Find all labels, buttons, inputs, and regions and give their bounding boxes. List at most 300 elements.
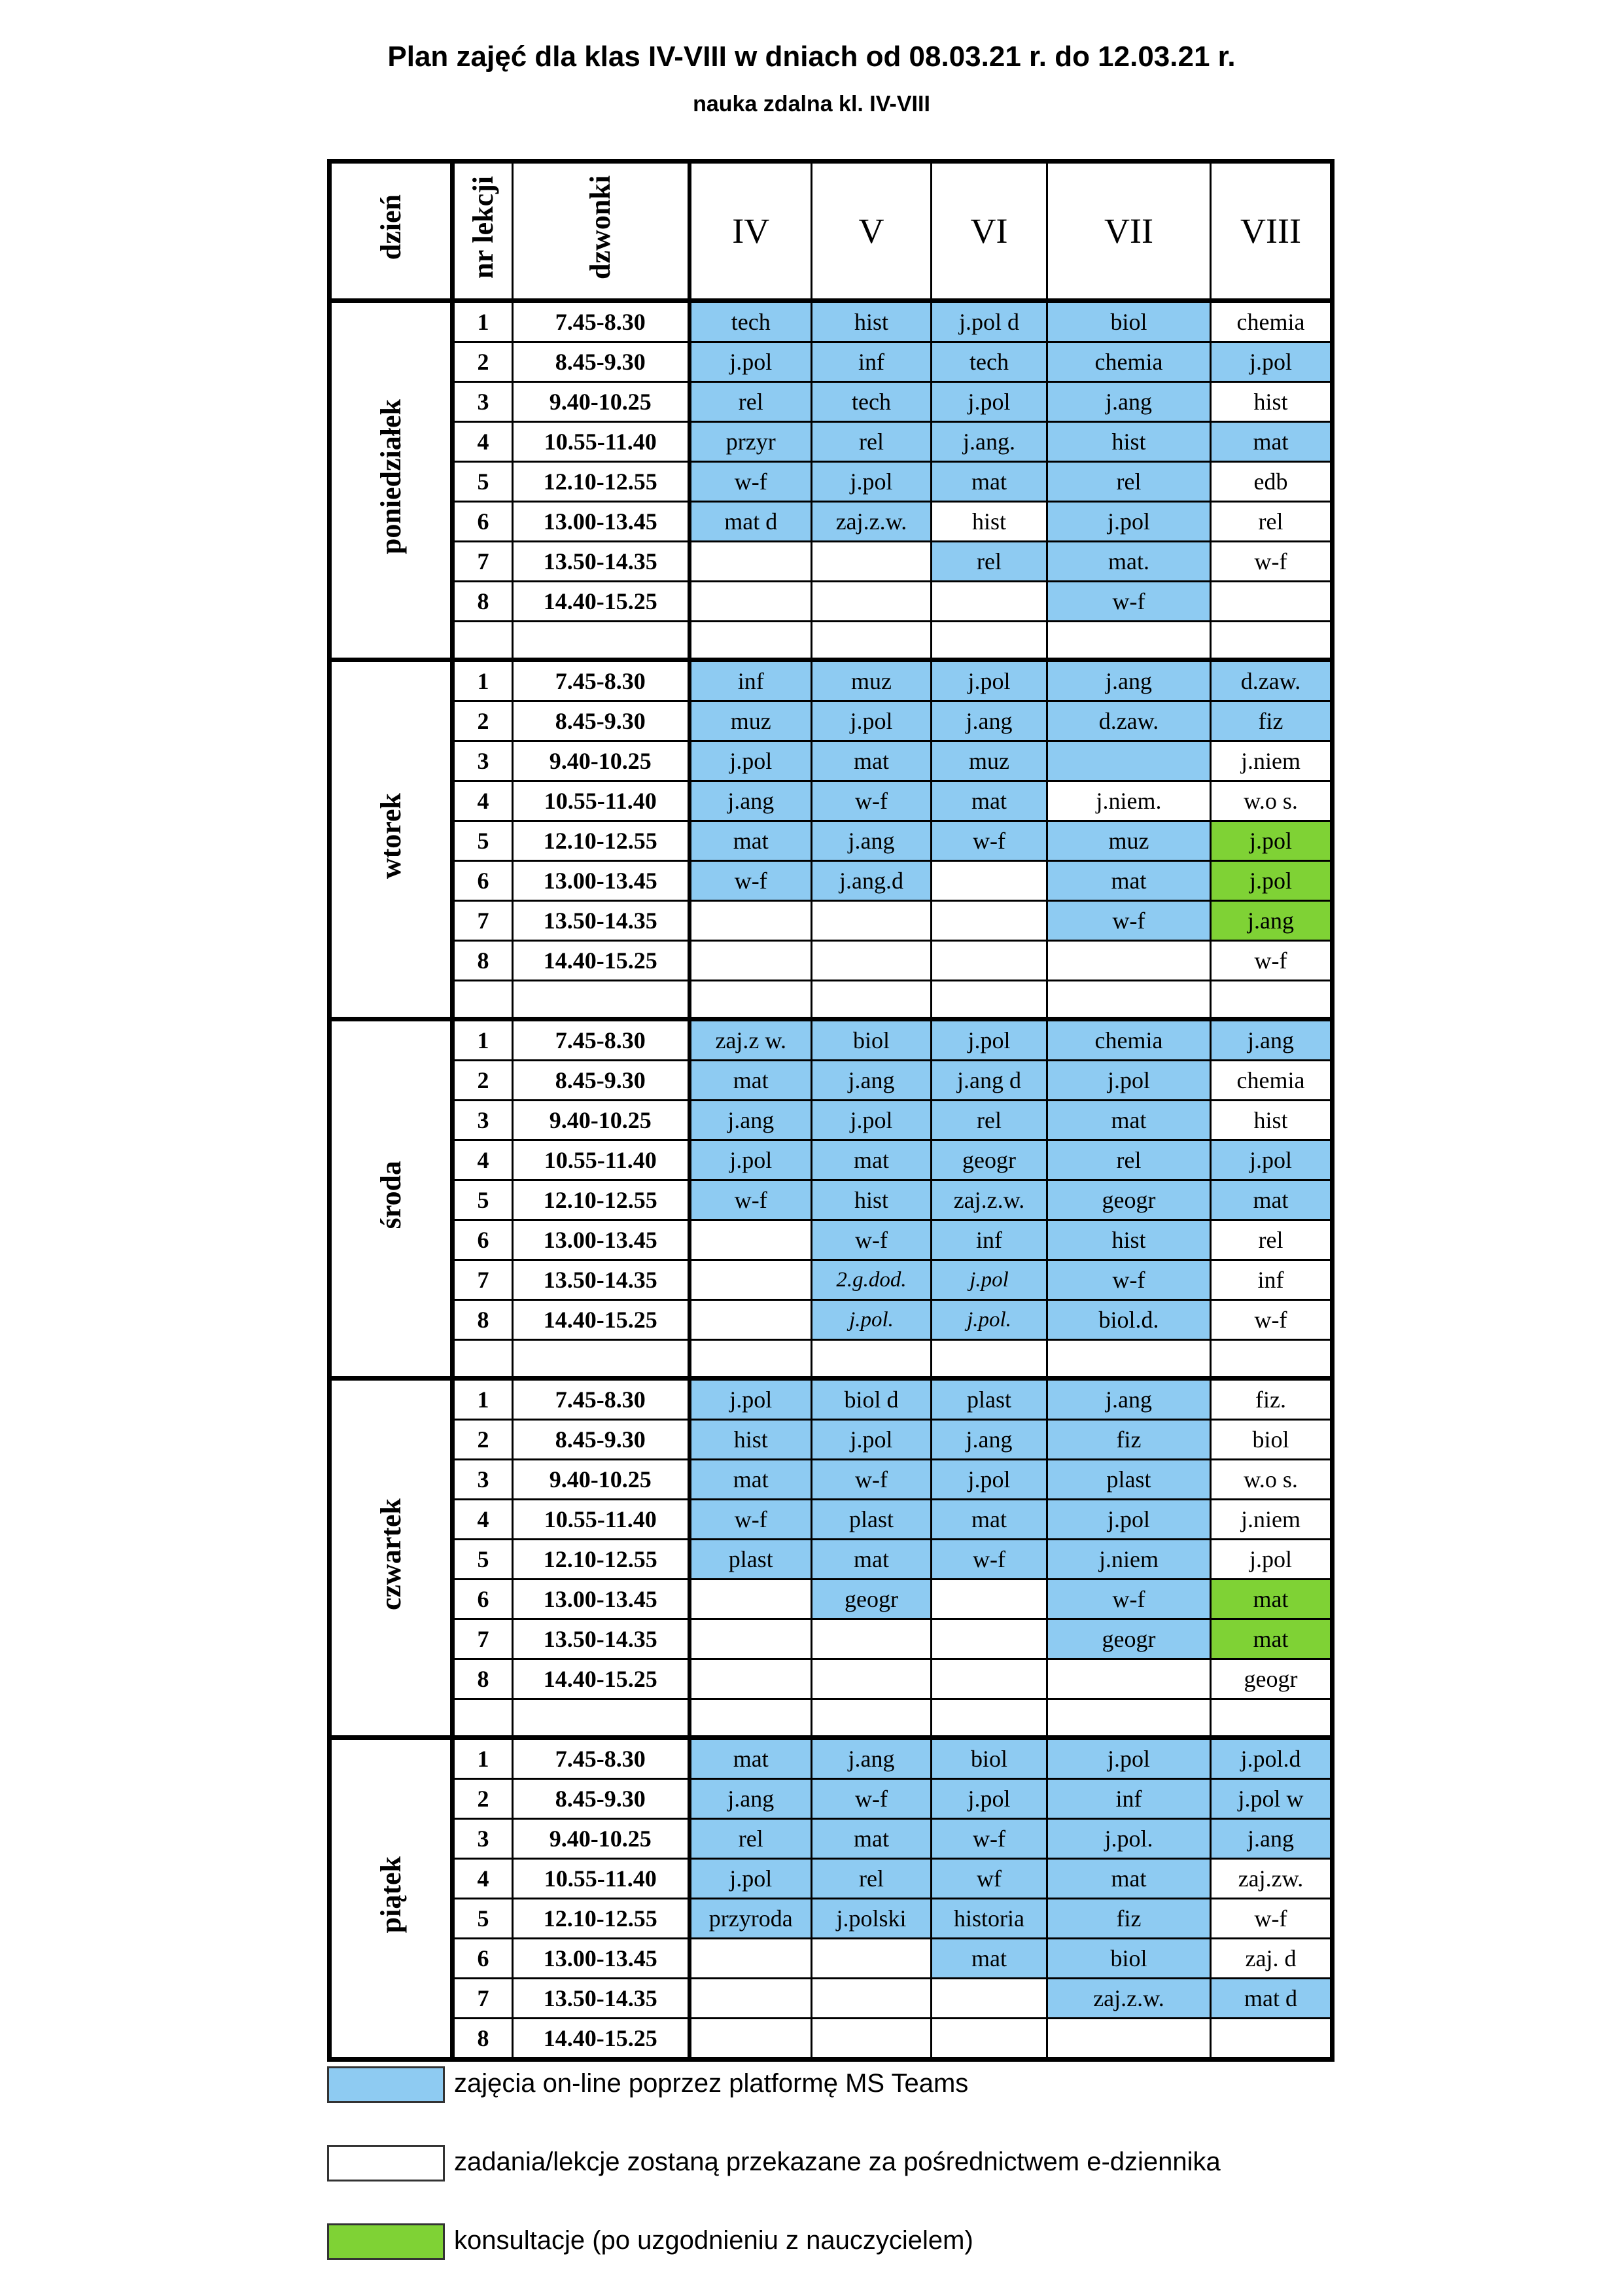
timetable <box>327 159 1335 2062</box>
lesson-number: 6 <box>453 1939 513 1979</box>
lesson-cell-v <box>812 542 932 582</box>
bell-time: 9.40-10.25 <box>513 382 689 422</box>
spacer-row <box>330 1340 1333 1379</box>
empty-cell <box>453 622 513 660</box>
lesson-cell-viii: inf <box>1211 1260 1333 1300</box>
lesson-cell-viii: w.o s. <box>1211 781 1333 821</box>
lesson-cell-iv <box>689 901 812 941</box>
lesson-cell-viii <box>1211 2019 1333 2060</box>
lesson-cell-viii: mat d <box>1211 1979 1333 2019</box>
lesson-cell-vii: chemia <box>1047 1019 1211 1061</box>
bell-time: 10.55-11.40 <box>513 1500 689 1540</box>
lesson-cell-viii: geogr <box>1211 1659 1333 1699</box>
lesson-cell-v: j.polski <box>812 1899 932 1939</box>
lesson-cell-viii: mat <box>1211 1619 1333 1659</box>
header-class-vii: VII <box>1047 162 1211 301</box>
bell-time: 8.45-9.30 <box>513 342 689 382</box>
empty-cell <box>513 622 689 660</box>
lesson-cell-vii: mat <box>1047 861 1211 901</box>
table-row <box>330 502 1333 542</box>
empty-cell <box>513 1340 689 1379</box>
lesson-cell-viii: zaj. d <box>1211 1939 1333 1979</box>
legend-label: konsultacje (po uzgodnieniu z nauczycielem) <box>454 2226 973 2255</box>
empty-cell <box>1211 622 1333 660</box>
lesson-cell-vi <box>932 901 1047 941</box>
empty-cell <box>812 981 932 1019</box>
lesson-cell-vi: j.pol <box>932 1260 1047 1300</box>
lesson-number: 8 <box>453 2019 513 2060</box>
lesson-cell-v: j.ang.d <box>812 861 932 901</box>
lesson-number: 1 <box>453 1738 513 1779</box>
lesson-number: 7 <box>453 1979 513 2019</box>
lesson-number: 4 <box>453 1140 513 1180</box>
lesson-cell-vii: d.zaw. <box>1047 701 1211 741</box>
bell-time: 13.00-13.45 <box>513 1220 689 1260</box>
header-lesson-no: nr lekcji <box>453 162 513 301</box>
empty-cell <box>689 981 812 1019</box>
lesson-number: 1 <box>453 1019 513 1061</box>
lesson-number: 8 <box>453 1300 513 1340</box>
day-label: środa <box>330 1019 453 1379</box>
empty-cell <box>1047 1699 1211 1738</box>
lesson-cell-v: tech <box>812 382 932 422</box>
lesson-cell-viii: j.ang <box>1211 901 1333 941</box>
lesson-cell-vi: mat <box>932 1500 1047 1540</box>
table-row <box>330 1659 1333 1699</box>
lesson-cell-v: muz <box>812 660 932 701</box>
page-subtitle: nauka zdalna kl. IV-VIII <box>693 92 930 116</box>
empty-cell <box>812 1699 932 1738</box>
page-title: Plan zajęć dla klas IV-VIII w dniach od 08.03.21 r. do 12.03.21 r. <box>387 41 1236 73</box>
lesson-number: 5 <box>453 821 513 861</box>
legend-label: zadania/lekcje zostaną przekazane za pośrednictwem e-dziennika <box>454 2147 1221 2176</box>
empty-cell <box>1047 1340 1211 1379</box>
lesson-cell-v: rel <box>812 422 932 462</box>
lesson-cell-vii: w-f <box>1047 1260 1211 1300</box>
table-row <box>330 941 1333 981</box>
lesson-cell-vi: tech <box>932 342 1047 382</box>
lesson-cell-vi: w-f <box>932 1540 1047 1580</box>
lesson-cell-vii: inf <box>1047 1779 1211 1819</box>
lesson-cell-vi <box>932 861 1047 901</box>
lesson-cell-iv: w-f <box>689 1500 812 1540</box>
lesson-cell-iv: mat <box>689 1738 812 1779</box>
empty-cell <box>932 622 1047 660</box>
lesson-cell-viii: j.niem <box>1211 1500 1333 1540</box>
bell-time: 14.40-15.25 <box>513 582 689 622</box>
lesson-cell-vii: rel <box>1047 1140 1211 1180</box>
lesson-number: 8 <box>453 941 513 981</box>
lesson-cell-iv: tech <box>689 301 812 342</box>
lesson-cell-vi: j.ang. <box>932 422 1047 462</box>
table-row <box>330 1540 1333 1580</box>
lesson-cell-vi: biol <box>932 1738 1047 1779</box>
bell-time: 8.45-9.30 <box>513 701 689 741</box>
lesson-number: 5 <box>453 1899 513 1939</box>
bell-time: 14.40-15.25 <box>513 1659 689 1699</box>
table-row <box>330 1500 1333 1540</box>
lesson-cell-v: zaj.z.w. <box>812 502 932 542</box>
lesson-cell-vii: fiz <box>1047 1899 1211 1939</box>
header-class-iv: IV <box>689 162 812 301</box>
lesson-cell-vi: w-f <box>932 821 1047 861</box>
lesson-cell-vii: mat <box>1047 1101 1211 1140</box>
legend-swatch <box>327 2145 445 2181</box>
table-row <box>330 342 1333 382</box>
lesson-number: 5 <box>453 462 513 502</box>
lesson-cell-iv: j.pol <box>689 342 812 382</box>
table-row <box>330 1260 1333 1300</box>
lesson-number: 2 <box>453 701 513 741</box>
lesson-cell-v: j.pol <box>812 701 932 741</box>
lesson-cell-viii: j.niem <box>1211 741 1333 781</box>
lesson-cell-v: w-f <box>812 1220 932 1260</box>
lesson-cell-viii: j.pol <box>1211 1540 1333 1580</box>
lesson-cell-vi: plast <box>932 1379 1047 1420</box>
spacer-row <box>330 1699 1333 1738</box>
lesson-cell-viii: chemia <box>1211 301 1333 342</box>
lesson-cell-v <box>812 582 932 622</box>
table-row <box>330 542 1333 582</box>
lesson-cell-viii: w-f <box>1211 1300 1333 1340</box>
lesson-number: 1 <box>453 660 513 701</box>
bell-time: 14.40-15.25 <box>513 1300 689 1340</box>
table-row <box>330 422 1333 462</box>
empty-cell <box>932 1699 1047 1738</box>
lesson-cell-iv <box>689 542 812 582</box>
lesson-cell-iv <box>689 1939 812 1979</box>
bell-time: 12.10-12.55 <box>513 821 689 861</box>
lesson-number: 7 <box>453 1619 513 1659</box>
lesson-cell-iv: plast <box>689 1540 812 1580</box>
lesson-cell-vi: j.pol. <box>932 1300 1047 1340</box>
bell-time: 10.55-11.40 <box>513 781 689 821</box>
lesson-cell-viii: zaj.zw. <box>1211 1859 1333 1899</box>
lesson-cell-viii: d.zaw. <box>1211 660 1333 701</box>
lesson-cell-v: mat <box>812 1819 932 1859</box>
lesson-cell-vii: j.ang <box>1047 660 1211 701</box>
table-row <box>330 1379 1333 1420</box>
lesson-cell-vi: j.ang <box>932 701 1047 741</box>
lesson-number: 3 <box>453 1819 513 1859</box>
lesson-cell-viii: w-f <box>1211 1899 1333 1939</box>
table-row <box>330 861 1333 901</box>
lesson-cell-v: biol d <box>812 1379 932 1420</box>
lesson-number: 4 <box>453 781 513 821</box>
lesson-cell-vi <box>932 1659 1047 1699</box>
empty-cell <box>1211 1340 1333 1379</box>
lesson-number: 1 <box>453 301 513 342</box>
lesson-cell-v: biol <box>812 1019 932 1061</box>
bell-time: 7.45-8.30 <box>513 660 689 701</box>
table-row <box>330 701 1333 741</box>
header-bells: dzwonki <box>513 162 689 301</box>
empty-cell <box>932 1340 1047 1379</box>
empty-cell <box>812 622 932 660</box>
lesson-cell-vi: rel <box>932 542 1047 582</box>
lesson-cell-iv: w-f <box>689 1180 812 1220</box>
empty-cell <box>1211 1699 1333 1738</box>
lesson-cell-vi <box>932 1580 1047 1619</box>
lesson-cell-iv: przyr <box>689 422 812 462</box>
empty-cell <box>689 1340 812 1379</box>
bell-time: 13.00-13.45 <box>513 1939 689 1979</box>
bell-time: 14.40-15.25 <box>513 2019 689 2060</box>
lesson-cell-v: 2.g.dod. <box>812 1260 932 1300</box>
lesson-cell-vi: j.pol <box>932 382 1047 422</box>
lesson-cell-iv: inf <box>689 660 812 701</box>
empty-cell <box>689 1699 812 1738</box>
bell-time: 13.00-13.45 <box>513 861 689 901</box>
lesson-cell-iv: mat <box>689 821 812 861</box>
empty-cell <box>453 1340 513 1379</box>
header-class-v: V <box>812 162 932 301</box>
lesson-number: 8 <box>453 1659 513 1699</box>
lesson-number: 7 <box>453 901 513 941</box>
bell-time: 8.45-9.30 <box>513 1420 689 1460</box>
lesson-cell-vii: plast <box>1047 1460 1211 1500</box>
bell-time: 7.45-8.30 <box>513 1738 689 1779</box>
lesson-cell-vi: wf <box>932 1859 1047 1899</box>
lesson-cell-iv: mat <box>689 1061 812 1101</box>
lesson-cell-vii <box>1047 1659 1211 1699</box>
lesson-cell-v <box>812 1979 932 2019</box>
timetable-body <box>330 301 1333 2060</box>
bell-time: 13.00-13.45 <box>513 502 689 542</box>
lesson-cell-v <box>812 941 932 981</box>
lesson-cell-vi <box>932 1979 1047 2019</box>
day-label: czwartek <box>330 1379 453 1738</box>
lesson-number: 2 <box>453 1420 513 1460</box>
lesson-cell-v: j.pol <box>812 1420 932 1460</box>
lesson-cell-vi: mat <box>932 462 1047 502</box>
lesson-cell-v: hist <box>812 1180 932 1220</box>
bell-time: 7.45-8.30 <box>513 1379 689 1420</box>
lesson-cell-v: rel <box>812 1859 932 1899</box>
table-row <box>330 301 1333 342</box>
lesson-cell-iv: zaj.z w. <box>689 1019 812 1061</box>
lesson-cell-v: j.ang <box>812 1738 932 1779</box>
lesson-cell-viii: j.pol.d <box>1211 1738 1333 1779</box>
lesson-cell-iv <box>689 1300 812 1340</box>
lesson-cell-v: w-f <box>812 1779 932 1819</box>
lesson-cell-vii: biol <box>1047 1939 1211 1979</box>
bell-time: 10.55-11.40 <box>513 1140 689 1180</box>
lesson-number: 3 <box>453 382 513 422</box>
lesson-cell-vii: j.pol <box>1047 1738 1211 1779</box>
table-row <box>330 1140 1333 1180</box>
lesson-cell-v: w-f <box>812 781 932 821</box>
lesson-cell-vii: zaj.z.w. <box>1047 1979 1211 2019</box>
lesson-cell-vi: j.pol d <box>932 301 1047 342</box>
lesson-cell-vi: rel <box>932 1101 1047 1140</box>
bell-time: 12.10-12.55 <box>513 1540 689 1580</box>
lesson-cell-v <box>812 1939 932 1979</box>
lesson-cell-viii: edb <box>1211 462 1333 502</box>
header-row <box>330 162 1333 301</box>
table-row <box>330 1939 1333 1979</box>
lesson-cell-vi: j.ang <box>932 1420 1047 1460</box>
lesson-cell-vii: j.niem. <box>1047 781 1211 821</box>
lesson-cell-viii: fiz. <box>1211 1379 1333 1420</box>
lesson-cell-vii: biol.d. <box>1047 1300 1211 1340</box>
lesson-number: 2 <box>453 1779 513 1819</box>
lesson-cell-vii: chemia <box>1047 342 1211 382</box>
bell-time: 12.10-12.55 <box>513 462 689 502</box>
table-row <box>330 1779 1333 1819</box>
lesson-cell-vii: j.pol <box>1047 502 1211 542</box>
bell-time: 13.50-14.35 <box>513 1979 689 2019</box>
bell-time: 14.40-15.25 <box>513 941 689 981</box>
lesson-cell-viii <box>1211 582 1333 622</box>
lesson-cell-iv <box>689 941 812 981</box>
empty-cell <box>513 1699 689 1738</box>
lesson-number: 1 <box>453 1379 513 1420</box>
empty-cell <box>689 622 812 660</box>
lesson-cell-vi: j.pol <box>932 660 1047 701</box>
table-row <box>330 1819 1333 1859</box>
lesson-cell-vii: j.pol. <box>1047 1819 1211 1859</box>
lesson-cell-vii: geogr <box>1047 1180 1211 1220</box>
lesson-cell-vii: w-f <box>1047 582 1211 622</box>
table-row <box>330 1300 1333 1340</box>
bell-time: 8.45-9.30 <box>513 1061 689 1101</box>
lesson-cell-viii: w-f <box>1211 941 1333 981</box>
lesson-cell-vii: w-f <box>1047 1580 1211 1619</box>
table-row <box>330 660 1333 701</box>
lesson-cell-vii: j.pol <box>1047 1500 1211 1540</box>
lesson-cell-viii: j.pol <box>1211 342 1333 382</box>
lesson-cell-vi: historia <box>932 1899 1047 1939</box>
lesson-cell-v: inf <box>812 342 932 382</box>
lesson-cell-iv: hist <box>689 1420 812 1460</box>
bell-time: 13.50-14.35 <box>513 1619 689 1659</box>
lesson-number: 6 <box>453 1580 513 1619</box>
bell-time: 13.50-14.35 <box>513 901 689 941</box>
lesson-cell-v <box>812 1619 932 1659</box>
table-row <box>330 741 1333 781</box>
bell-time: 9.40-10.25 <box>513 1819 689 1859</box>
lesson-cell-iv: rel <box>689 1819 812 1859</box>
table-row <box>330 1619 1333 1659</box>
table-row <box>330 1180 1333 1220</box>
lesson-cell-iv <box>689 2019 812 2060</box>
lesson-cell-v: plast <box>812 1500 932 1540</box>
lesson-cell-vii: w-f <box>1047 901 1211 941</box>
lesson-cell-vii <box>1047 741 1211 781</box>
lesson-cell-vi: zaj.z.w. <box>932 1180 1047 1220</box>
lesson-cell-iv: j.pol <box>689 741 812 781</box>
lesson-cell-viii: j.pol <box>1211 821 1333 861</box>
table-row <box>330 462 1333 502</box>
lesson-cell-v: j.pol. <box>812 1300 932 1340</box>
lesson-cell-vi: j.pol <box>932 1460 1047 1500</box>
bell-time: 9.40-10.25 <box>513 1460 689 1500</box>
lesson-cell-iv: j.pol <box>689 1140 812 1180</box>
legend-label: zajęcia on-line poprzez platformę MS Teams <box>454 2069 969 2098</box>
lesson-cell-v: j.pol <box>812 462 932 502</box>
lesson-cell-iv: j.pol <box>689 1379 812 1420</box>
lesson-cell-iv: w-f <box>689 462 812 502</box>
lesson-number: 4 <box>453 1500 513 1540</box>
lesson-cell-viii: j.pol w <box>1211 1779 1333 1819</box>
lesson-cell-iv: przyroda <box>689 1899 812 1939</box>
bell-time: 7.45-8.30 <box>513 1019 689 1061</box>
empty-cell <box>513 981 689 1019</box>
lesson-number: 4 <box>453 1859 513 1899</box>
lesson-cell-vi <box>932 941 1047 981</box>
header-class-vi: VI <box>932 162 1047 301</box>
lesson-cell-v: j.ang <box>812 1061 932 1101</box>
table-row <box>330 781 1333 821</box>
table-row <box>330 2019 1333 2060</box>
lesson-cell-vii: hist <box>1047 1220 1211 1260</box>
lesson-number: 6 <box>453 502 513 542</box>
lesson-cell-vi: mat <box>932 781 1047 821</box>
lesson-cell-vii: j.ang <box>1047 382 1211 422</box>
empty-cell <box>812 1340 932 1379</box>
lesson-cell-iv <box>689 1220 812 1260</box>
legend-swatch <box>327 2066 445 2103</box>
table-row <box>330 1899 1333 1939</box>
lesson-cell-viii: biol <box>1211 1420 1333 1460</box>
lesson-cell-iv: j.ang <box>689 781 812 821</box>
lesson-cell-vii: j.ang <box>1047 1379 1211 1420</box>
day-label: poniedziałek <box>330 301 453 660</box>
table-row <box>330 1979 1333 2019</box>
lesson-cell-viii: chemia <box>1211 1061 1333 1101</box>
lesson-cell-iv: rel <box>689 382 812 422</box>
lesson-number: 2 <box>453 1061 513 1101</box>
lesson-cell-vi: geogr <box>932 1140 1047 1180</box>
lesson-cell-iv <box>689 1659 812 1699</box>
table-row <box>330 1019 1333 1061</box>
table-row <box>330 1738 1333 1779</box>
lesson-cell-viii: hist <box>1211 1101 1333 1140</box>
empty-cell <box>453 1699 513 1738</box>
table-row <box>330 382 1333 422</box>
lesson-number: 3 <box>453 1101 513 1140</box>
lesson-cell-vi: muz <box>932 741 1047 781</box>
spacer-row <box>330 622 1333 660</box>
lesson-cell-viii: j.pol <box>1211 861 1333 901</box>
table-row <box>330 1101 1333 1140</box>
lesson-number: 5 <box>453 1540 513 1580</box>
lesson-cell-vii: mat. <box>1047 542 1211 582</box>
lesson-cell-iv <box>689 1979 812 2019</box>
lesson-cell-viii: w.o s. <box>1211 1460 1333 1500</box>
lesson-cell-viii: hist <box>1211 382 1333 422</box>
lesson-cell-v: j.ang <box>812 821 932 861</box>
lesson-cell-vi: j.pol <box>932 1779 1047 1819</box>
lesson-cell-vii: j.niem <box>1047 1540 1211 1580</box>
table-row <box>330 1061 1333 1101</box>
lesson-number: 3 <box>453 1460 513 1500</box>
bell-time: 7.45-8.30 <box>513 301 689 342</box>
lesson-cell-vii: muz <box>1047 821 1211 861</box>
lesson-cell-vii: rel <box>1047 462 1211 502</box>
table-row <box>330 1220 1333 1260</box>
lesson-cell-vi <box>932 1619 1047 1659</box>
lesson-cell-v: w-f <box>812 1460 932 1500</box>
lesson-number: 7 <box>453 542 513 582</box>
lesson-cell-iv: muz <box>689 701 812 741</box>
lesson-cell-v: mat <box>812 1540 932 1580</box>
bell-time: 9.40-10.25 <box>513 741 689 781</box>
empty-cell <box>932 981 1047 1019</box>
lesson-cell-viii: j.ang <box>1211 1019 1333 1061</box>
lesson-cell-vi: w-f <box>932 1819 1047 1859</box>
